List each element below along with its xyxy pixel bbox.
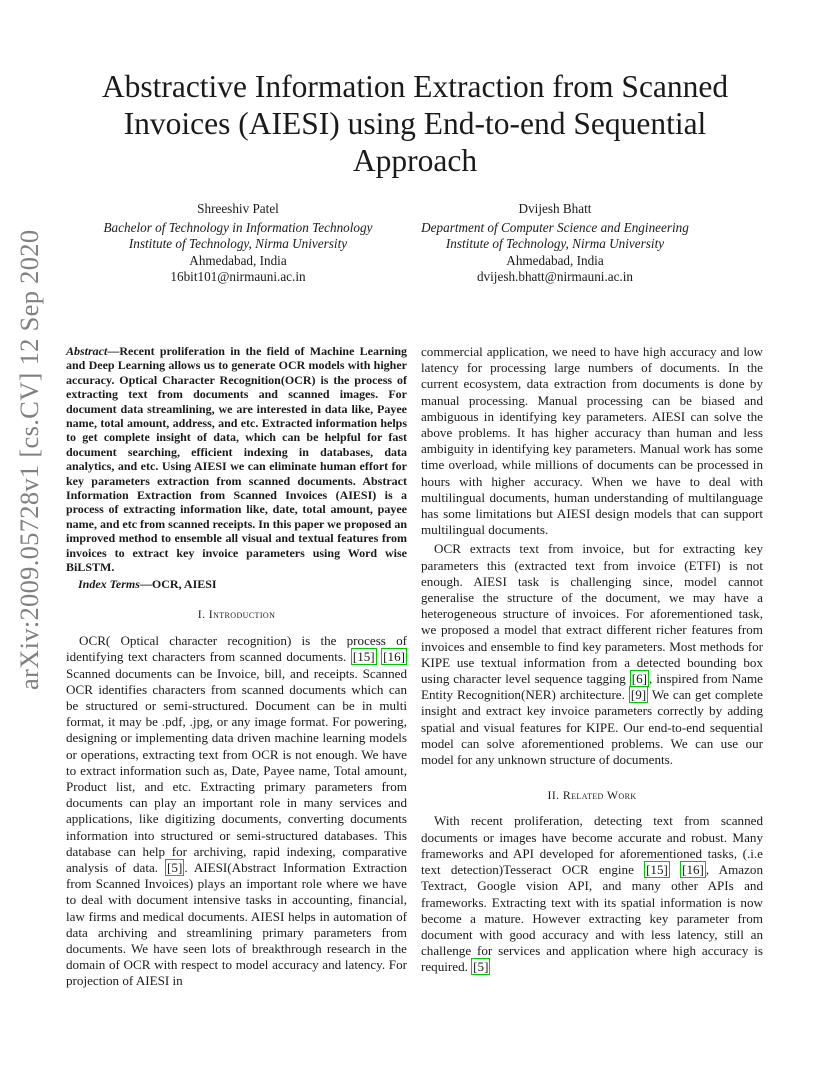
citation-link[interactable]: [5] <box>473 959 489 975</box>
author-affiliation: Department of Computer Science and Engineering <box>421 219 689 235</box>
arxiv-stamp-text[interactable]: arXiv:2009.05728v1 [cs.CV] 12 Sep 2020 <box>14 229 44 690</box>
paragraph-text: , inspired from Name Entity Recognition(NER) architecture. <box>421 671 763 703</box>
paper-title: Abstractive Information Extraction from Scanned Invoices (AIESI) using End-to-end Sequential Approach <box>101 69 729 178</box>
paragraph-text: OCR extracts text from invoice, but for extracting key parameters this (extracted text from invoice (ETFI) is not enough. AIESI task is challenging since, model cannot generalise the structure of the document, we may have a heterogeneous structure of invoices. For aforementioned task, we proposed a model that extract different richer features from invoices and ensemble to find key parameters. Most methods for KIPE use textual information from a detected bounding box using character level sequence tagging <box>421 541 763 687</box>
author-location: Ahmedabad, India <box>506 252 604 268</box>
citation-link[interactable]: [15] <box>646 862 668 878</box>
citation-link[interactable]: [6] <box>631 671 647 687</box>
index-terms-label: Index Terms <box>78 576 140 591</box>
author-institute: Institute of Technology, Nirma University <box>445 236 665 251</box>
author-affiliation: Bachelor of Technology in Information Technology <box>103 219 373 235</box>
abstract <box>66 344 407 575</box>
related-paragraph-1 <box>421 813 763 975</box>
index-terms-text: —OCR, AIESI <box>139 576 217 591</box>
paragraph-text: Scanned documents can be Invoice, bill, and receipts. Scanned OCR identifies characters from scanned documents which can be structured or semi-structured. Document can be in multi format, it may be .pdf, .jpg, or any image format. For powering, designing or implementing data driven machine learning models or operations, extracting text from OCR is not enough. We have to extract information such as, Date, Payee name, Total amount, Product list, and etc. Extracting primary parameters from documents can play an important role in many services and applications, like digitizing documents, converting documents information into structured or semi-structured databases. This database can help for archiving, rapid indexing, comparative analysis of data. <box>66 665 407 875</box>
abstract-text: —Recent proliferation in the field of Machine Learning and Deep Learning allows us to generate OCR models with higher accuracy. Optical Character Recognition(OCR) is the process of extracting text from documents and scanned images. For document data streamlining, we are interested in data like, Payee name, total amount, address, and etc. Extracted information helps to get complete insight of data, which can be helpful for fast document searching, efficient indexing in databases, data analytics, and etc. Using AIESI we can eliminate human effort for key parameters extraction from scanned documents. Abstract Information Extraction from Scanned Invoices (AIESI) is a process of extracting information like, date, total amount, payee name, and etc from scanned receipts. In this paper we proposed an improved method to ensemble all visual and textual features from invoices to extract key invoice parameters using Word wise BiLSTM. <box>66 344 407 575</box>
author-location: Ahmedabad, India <box>189 252 287 268</box>
section-heading-introduction: I. Introduction <box>197 606 276 621</box>
author-block-2 <box>412 201 698 286</box>
paragraph-text: We can get complete insight and extract key invoice parameters correctly by adding spatial and visual features for KIPE. Our end-to-end sequential model can solve aforementioned problems. We can use our model for any unknown structure of documents. <box>421 687 763 768</box>
citation-link[interactable]: [16] <box>383 649 405 665</box>
author-block-1 <box>96 201 380 286</box>
intro-paragraph-1-continued: commercial application, we need to have high accuracy and low latency for processing large numbers of documents. In the current ecosystem, data extraction from documents is done by manual processing. Manual processing can be biased and ambiguous in identifying key parameters. AIESI can solve the above problems. It has higher accuracy than human and less ambiguity in identifying key parameters. Manual work has some time overload, while millions of documents can be processed in hours with higher accuracy. When we have to deal with multilingual documents, human understanding of multilanguage has some limitations but AIESI design models that can support multilingual documents. <box>421 344 763 538</box>
paragraph-text: . AIESI(Abstract Information Extraction from Scanned Invoices) plays an important role where we have to deal with document intensive tasks in accounting, financial, law firms and medical documents. AIESI helps in automation of data archiving and streamlining primary parameters from documents. We have seen lots of breakthrough research in the domain of OCR with respect to model accuracy and latency. For projection of AIESI in <box>66 859 407 989</box>
paragraph-text: OCR( Optical character recognition) is the process of identifying text characters from scanned documents. <box>66 633 407 665</box>
paragraph-text: , Amazon Textract, Google vision API, and many other APIs and frameworks. Extracting text with its spatial information is now become a mature. However extracting key parameter from document with good accuracy and with less latency, still an challenge for services and application where high accuracy is required. <box>421 862 763 975</box>
intro-paragraph-1 <box>66 633 407 989</box>
author-name: Shreeshiv Patel <box>197 201 279 216</box>
author-email: dvijesh.bhatt@nirmauni.ac.in <box>476 269 634 284</box>
section-heading-related-work: II. Related Work <box>547 788 637 803</box>
citation-link[interactable]: [16] <box>682 862 704 878</box>
citation-link[interactable]: [15] <box>352 649 375 665</box>
author-institute: Institute of Technology, Nirma University <box>128 236 348 251</box>
citation-link[interactable]: [9] <box>630 687 647 703</box>
citation-link[interactable]: [5] <box>167 859 183 875</box>
intro-paragraph-2 <box>421 541 763 768</box>
right-column <box>421 344 763 976</box>
paragraph-text: With recent proliferation, detecting text from scanned documents or images have become accurate and robust. Many frameworks and API developed for aforementioned tasks, (.i.e text detection)Tesseract OCR engine <box>421 813 763 878</box>
author-name: Dvijesh Bhatt <box>518 201 592 216</box>
index-terms <box>78 577 407 591</box>
author-email: 16bit101@nirmauni.ac.in <box>170 269 306 284</box>
abstract-label: Abstract <box>66 344 108 358</box>
left-column <box>66 344 407 990</box>
